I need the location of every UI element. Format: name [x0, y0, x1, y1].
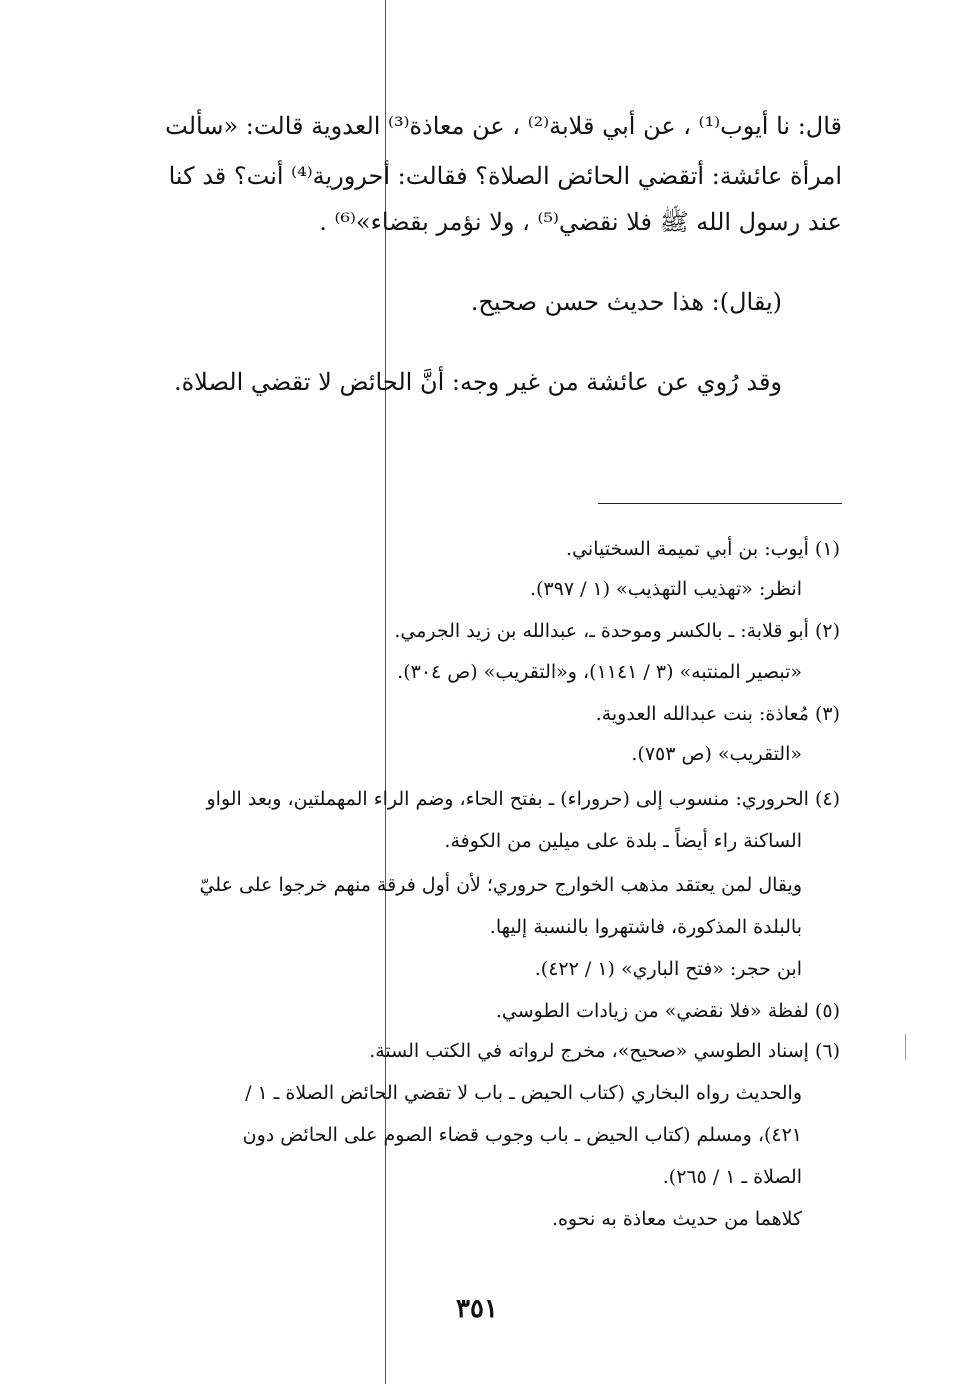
footnote-separator: [598, 503, 842, 504]
footnote-1: (١) أيوب: بن أبي تميمة السختياني.: [566, 538, 840, 560]
footnote-4-para: ويقال لمن يعتقد مذهب الخوارج حروري؛ لأن أول فرقة منهم خرجوا على عليّ: [199, 874, 802, 896]
footnote-4-cont: الساكنة راء أيضاً ـ بلدة على ميلين من الكوفة.: [444, 830, 802, 852]
footnote-2: (٢) أبو قلابة: ـ بالكسر وموحدة ـ، عبدالله بن زيد الجرمي.: [394, 620, 840, 642]
footnote-6-para: والحديث رواه البخاري (كتاب الحيض ـ باب لا تقضي الحائض الصلاة ـ ١ /: [245, 1082, 802, 1104]
main-text-line-5: وقد رُوي عن عائشة من غير وجه: أنَّ الحائض لا تقضي الصلاة.: [173, 368, 782, 396]
footnote-3-ref: «التقريب» (ص ٧٥٣).: [631, 743, 802, 765]
footnote-3: (٣) مُعاذة: بنت عبدالله العدوية.: [595, 703, 840, 725]
footnote-2-ref: «تبصير المنتبه» (٣ / ١١٤١)، و«التقريب» (ص ٣٠٤).: [397, 661, 802, 683]
main-text-line-2: امرأة عائشة: أتقضي الحائض الصلاة؟ فقالت: أحرورية⁽⁴⁾ أنت؟ قد كنا: [168, 162, 842, 190]
main-text-line-3: عند رسول الله ﷺ فلا نقضي⁽⁵⁾ ، ولا نؤمر بقضاء»⁽⁶⁾ .: [319, 208, 842, 236]
footnote-4: (٤) الحروري: منسوب إلى (حروراء) ـ بفتح الحاء، وضم الراء المهملتين، وبعد الواو: [206, 788, 840, 810]
scan-edge-mark: [905, 1034, 906, 1060]
footnote-4-ref: ابن حجر: «فتح الباري» (١ / ٤٢٢).: [534, 958, 802, 980]
footnote-6-para-end: الصلاة ـ ١ / ٢٦٥).: [662, 1166, 802, 1188]
footnote-4-para-cont: بالبلدة المذكورة، فاشتهروا بالنسبة إليها.: [489, 916, 802, 938]
footnote-6-summary: كلاهما من حديث معاذة به نحوه.: [551, 1208, 802, 1230]
footnote-6: (٦) إسناد الطوسي «صحيح»، مخرج لرواته في الكتب الستة.: [369, 1040, 840, 1062]
footnote-1-ref: انظر: «تهذيب التهذيب» (١ / ٣٩٧).: [529, 578, 802, 600]
footnote-6-para-cont: ٤٢١)، ومسلم (كتاب الحيض ـ باب وجوب قضاء الصوم على الحائض دون: [242, 1124, 802, 1146]
main-text-line-1: قال: نا أيوب⁽¹⁾ ، عن أبي قلابة⁽²⁾ ، عن معاذة⁽³⁾ العدوية قالت: «سألت: [165, 112, 842, 140]
main-text-line-4: (يقال): هذا حديث حسن صحيح.: [470, 288, 782, 316]
page-number: ٣٥١: [456, 1294, 498, 1324]
footnote-5: (٥) لفظة «فلا نقضي» من زيادات الطوسي.: [495, 1000, 840, 1022]
